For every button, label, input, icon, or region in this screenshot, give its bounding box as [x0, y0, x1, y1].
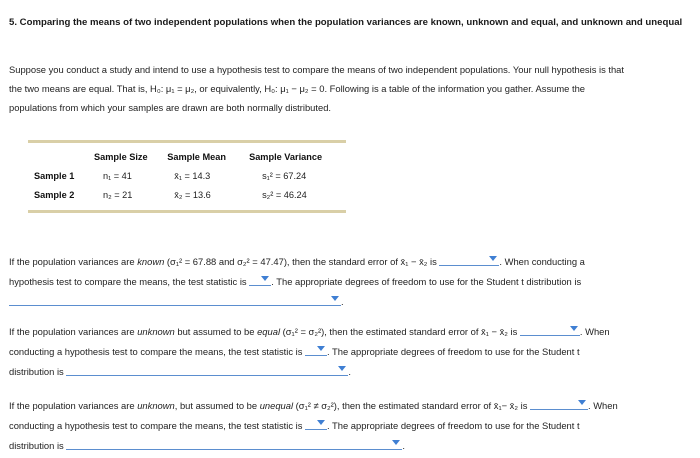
table-header-empty [28, 147, 94, 166]
q3-text-g: distribution is [9, 440, 64, 451]
q3-standard-error-dropdown[interactable] [530, 398, 588, 410]
table-header-mean: Sample Mean [167, 151, 226, 162]
intro-paragraph [9, 60, 693, 117]
q2-test-statistic-dropdown[interactable] [305, 344, 327, 356]
question-unknown-unequal-variances [9, 396, 693, 456]
chevron-down-icon [578, 400, 586, 405]
q3-text-e: conducting a hypothesis test to compare the means, the test statistic is [9, 420, 303, 431]
q2-text-c: (σ₁² = σ₂²), then the estimated standard error of x̄₁ − x̄₂ is [280, 326, 518, 337]
sample-mean-cell: x̄₂ = 13.6 [174, 189, 211, 200]
chevron-down-icon [331, 296, 339, 301]
problem-title: 5. Comparing the means of two independent populations when the population variances are known, unknown and equal, and unknown and unequal [9, 17, 683, 28]
q2-degrees-of-freedom-dropdown[interactable] [66, 364, 348, 376]
q2-equal-word: equal [257, 326, 281, 337]
q2-text-a: If the population variances are [9, 326, 138, 337]
table-header-row [28, 147, 346, 166]
chevron-down-icon [317, 346, 325, 351]
q1-text-e: . The appropriate degrees of freedom to use for the Student t distribution is [271, 276, 582, 287]
q3-degrees-of-freedom-dropdown[interactable] [66, 438, 402, 450]
q1-text-c: . When conducting a [499, 256, 585, 267]
q2-text-h: . [348, 366, 351, 377]
question-unknown-equal-variances [9, 322, 693, 382]
sample-variance-cell: s₁² = 67.24 [262, 170, 307, 181]
chevron-down-icon [392, 440, 400, 445]
q2-unknown-word: unknown [137, 326, 175, 337]
chevron-down-icon [338, 366, 346, 371]
row-label: Sample 1 [34, 170, 75, 181]
table-row [28, 185, 346, 204]
table-header-variance: Sample Variance [249, 151, 323, 162]
q2-standard-error-dropdown[interactable] [520, 324, 580, 336]
q2-text-g: distribution is [9, 366, 64, 377]
intro-line-2: the two means are equal. That is, H₀: μ₁ = μ₂, or equivalently, H₀: μ₁ − μ₂ = 0. Following is a table of the information you gather. Assume the [9, 83, 586, 94]
q3-text-h: . [402, 440, 405, 451]
table-header-size: Sample Size [94, 151, 148, 162]
q3-text-f: . The appropriate degrees of freedom to use for the Student t [327, 420, 580, 431]
q1-text-f: . [341, 296, 344, 307]
q1-known-word: known [137, 256, 165, 267]
intro-line-3: populations from which your samples are drawn are both normally distributed. [9, 102, 332, 113]
q3-test-statistic-dropdown[interactable] [305, 418, 327, 430]
q1-standard-error-dropdown[interactable] [439, 254, 499, 266]
chevron-down-icon [317, 420, 325, 425]
row-label: Sample 2 [34, 189, 75, 200]
q3-unknown-word: unknown [137, 400, 175, 411]
q3-unequal-word: unequal [259, 400, 294, 411]
sample-size-cell: n₁ = 41 [103, 170, 132, 181]
sample-variance-cell: s₂² = 46.24 [262, 189, 307, 200]
q2-text-d: . When [579, 326, 610, 337]
q3-text-b: , but assumed to be [174, 400, 260, 411]
chevron-down-icon [261, 276, 269, 281]
q3-text-c: (σ₁² ≠ σ₂²), then the estimated standard error of x̄₁− x̄₂ is [293, 400, 528, 411]
chevron-down-icon [489, 256, 497, 261]
q1-text-a: If the population variances are [9, 256, 138, 267]
question-known-variances [9, 252, 693, 312]
sample-data-table [28, 140, 346, 213]
q3-text-d: . When [588, 400, 618, 411]
sample-size-cell: n₂ = 21 [103, 189, 133, 200]
q1-text-b: (σ₁² = 67.88 and σ₂² = 47.47), then the standard error of x̄₁ − x̄₂ is [164, 256, 437, 267]
q2-text-f: . The appropriate degrees of freedom to use for the Student t [327, 346, 580, 357]
q1-text-d: hypothesis test to compare the means, the test statistic is [9, 276, 247, 287]
sample-mean-cell: x̄₁ = 14.3 [174, 170, 211, 181]
q2-text-b: but assumed to be [174, 326, 258, 337]
intro-line-1: Suppose you conduct a study and intend to use a hypothesis test to compare the means of two independent populations. Your null hypothesis is that [9, 64, 624, 75]
q1-test-statistic-dropdown[interactable] [249, 274, 271, 286]
q2-text-e: conducting a hypothesis test to compare the means, the test statistic is [9, 346, 303, 357]
chevron-down-icon [570, 326, 578, 331]
table-row [28, 166, 346, 185]
q3-text-a: If the population variances are [9, 400, 138, 411]
q1-degrees-of-freedom-dropdown[interactable] [9, 294, 341, 306]
